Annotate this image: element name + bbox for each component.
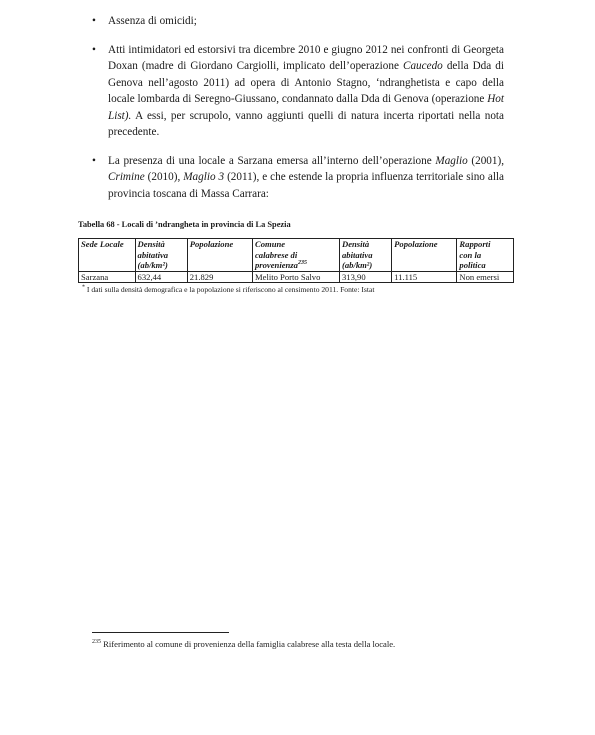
operation-name: Maglio 3 xyxy=(183,171,225,183)
locali-table xyxy=(78,238,514,283)
cell-sede-locale: Sarzana xyxy=(79,271,136,283)
cell-rapporti: Non emersi xyxy=(457,271,514,283)
header-comune-calabrese: Comune calabrese di provenienza$^{235}$ xyxy=(252,239,339,272)
table-note-mark: * xyxy=(82,284,85,291)
bullet-item-homicides xyxy=(92,13,504,30)
operation-name: Hot List). xyxy=(108,93,504,122)
bullet-item-sarzana xyxy=(92,153,504,203)
header-densita-abitativa: Densità abitativa (ab/km²) xyxy=(135,239,187,272)
cell-comune: Melito Porto Salvo xyxy=(252,271,339,283)
cell-popolazione-2: 11.115 xyxy=(392,271,457,283)
footnote-divider xyxy=(92,632,229,633)
operation-name: Maglio xyxy=(435,154,468,167)
table-header-row xyxy=(79,239,514,272)
bullet-list xyxy=(92,13,504,214)
bullet-text: della Dda di Genova nell’agosto 2011) ad opera di Antonio Stagno, ‘ndranghetista e capo della locale lombarda di Seregno-Giussano, condannato dalla Dda di Genova (operazione xyxy=(108,60,504,105)
table-row xyxy=(79,271,514,283)
bullet-dot: • xyxy=(92,15,96,27)
table-caption: Tabella 68 - Locali di ’ndrangheta in provincia di La Spezia xyxy=(78,220,291,229)
bullet-item-intimidation xyxy=(92,42,504,141)
cell-densita-2: 313,90 xyxy=(339,271,391,283)
bullet-text: A essi, per scrupolo, vanno aggiunti quelli di natura incerta riportati nella nota precedente. xyxy=(108,109,504,138)
header-rapporti-politica: Rapporti con la politica xyxy=(457,239,514,272)
cell-popolazione: 21.829 xyxy=(187,271,252,283)
bullet-dot: • xyxy=(92,154,96,167)
bullet-text: Assenza di omicidi; xyxy=(108,15,197,27)
header-popolazione-2: Popolazione xyxy=(392,239,457,272)
operation-name: Caucedo xyxy=(402,60,443,72)
footnote-text: Riferimento al comune di provenienza della famiglia calabrese alla testa della locale. xyxy=(103,639,396,649)
header-densita-abitativa-2: Densità abitativa (ab/km²) xyxy=(339,239,391,272)
footnote xyxy=(92,639,395,649)
operation-name: Crimine xyxy=(108,171,145,183)
cell-densita: 632,44 xyxy=(135,271,187,283)
table-note-text: I dati sulla densità demografica e la popolazione si riferiscono al censimento 2011. Fonte: Istat xyxy=(86,285,375,294)
bullet-text: (2010), xyxy=(144,171,184,183)
bullet-text: (2011), e che estende la propria influenza territoriale sino alla provincia toscana di Massa Carrara: xyxy=(108,171,504,200)
bullet-dot: • xyxy=(92,43,96,56)
bullet-text: La presenza di una locale a Sarzana emersa all’interno dell’operazione xyxy=(108,154,436,167)
bullet-text: Atti intimidatori ed estorsivi tra dicembre 2010 e giugno 2012 nei confronti di Georgeta Doxan (madre di Giordano Cargiolli, implicato dell’operazione xyxy=(108,43,504,72)
footnote-number: 235 xyxy=(92,639,101,646)
table-note xyxy=(82,285,374,294)
bullet-text: (2001), xyxy=(467,154,504,167)
header-popolazione: Popolazione xyxy=(187,239,252,272)
header-sede-locale: Sede Locale xyxy=(79,239,136,272)
